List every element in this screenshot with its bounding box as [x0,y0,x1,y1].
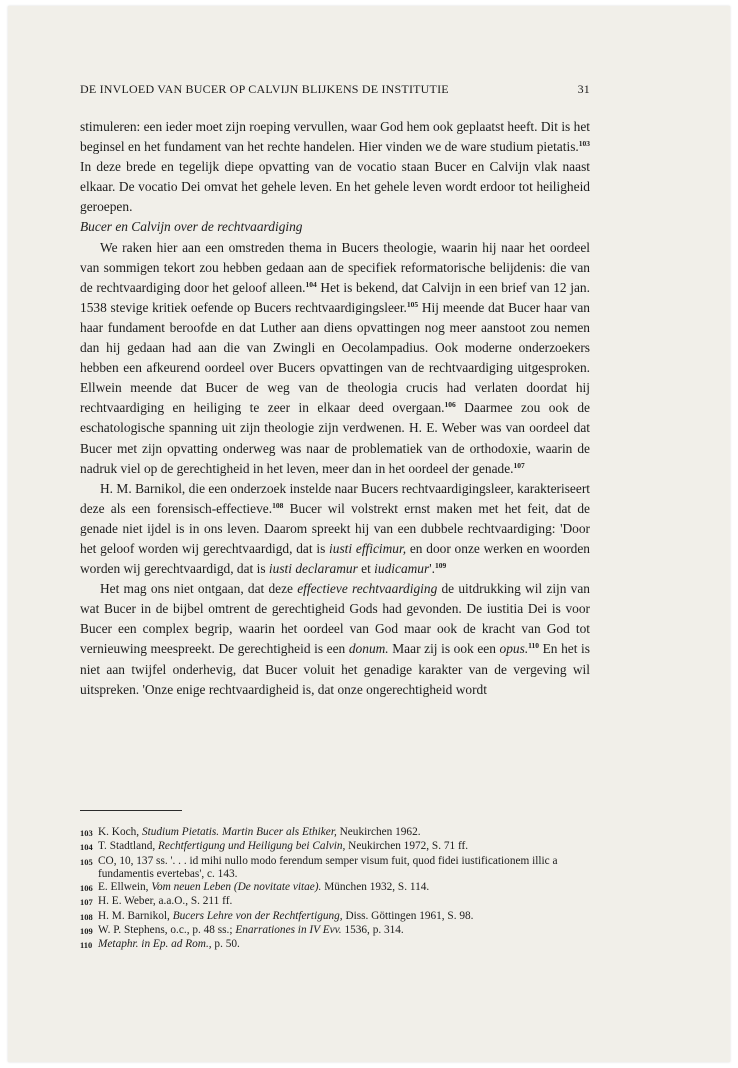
footnote-text [98,938,590,952]
italic-run: Bucers Lehre von der Rechtfertigung, [172,909,343,922]
footnote-ref: 107 [513,460,525,470]
footnote-text [98,924,590,938]
text-run: E. Ellwein, [98,881,152,894]
footnote-rule [80,810,182,811]
text-run: Daarmee zou ook de eschatologische spanning uit zijn theologie zijn verdwenen. H. E. Weber was van oordeel dat Bucer met zijn opvatting onderweg was naar de problematiek van de orthodoxie, waarin de nadruk viel op de gerechtigheid in het leven, meer dan in het oordeel der genade. [80,400,590,476]
paragraph-1 [80,117,590,217]
text-run: En het is niet aan twijfel onderhevig, dat Bucer voluit het genadige karakter van de vergeving wil uitspreken. 'Onze enige rechtvaardigheid is, dat onze ongerechtigheid wordt [80,641,590,697]
running-header [80,82,590,97]
italic-run: iudicamur [374,561,430,577]
text-run: H. M. Barnikol, [98,909,173,922]
text-run: Het mag ons niet ontgaan, dat deze [100,581,298,597]
paragraph-4 [80,579,590,700]
text-run: Het is bekend, dat Calvijn in een brief van 12 jan. 1538 stevige kritiek oefende op Bucers rechtvaardigingsleer. [80,279,590,315]
page-number: 31 [577,82,590,96]
text-run: H. M. Barnikol, die een onderzoek instelde naar Bucers rechtvaardigingsleer, karakteriseert deze als een forensisch-effectieve. [80,480,590,516]
footnote-number: 105 [80,856,93,867]
footnote-text [98,855,590,882]
text-run: 1536, p. 314. [341,924,404,937]
footnote-number: 108 [80,911,93,922]
text-run: et [357,561,375,577]
italic-run: Rechtfertigung und Heiligung bei Calvin, [158,840,346,853]
footnote-item [80,924,590,938]
footnote-text [98,840,590,854]
text-run: stimuleren: een ieder moet zijn roeping vervullen, waar God hem ook geplaatst heeft. Dit is het beginsel en het fundament van het rechte handelen. Hier vinden we de ware studium pietatis. [80,119,590,155]
text-run: We raken hier aan een omstreden thema in Bucers theologie, waarin hij naar het oordeel van sommigen tekort zou hebben gedaan aan de specifiek reformatorische belijdenis: die van de rechtvaardiging door het geloof alleen. [80,239,590,295]
footnote-number: 103 [80,828,93,838]
text-run: CO, 10, 137 ss. '. . . id mihi nullo modo ferendum semper visum fuit, quod fidei iustificationem illic a fundamentis evertebas', c. 143. [98,854,558,880]
footnote-ref: 103 [578,139,590,149]
footnote-ref: 105 [406,299,419,309]
footnote-item [80,895,590,909]
text-run: de uitdrukking wil zijn van wat Bucer in de bijbel omtrent de gerechtigheid Gods had gevonden. De iustitia Dei is voor Bucer een complex begrip, waarin het oordeel van God maar ook de kracht van God tot vernieuwing meespreekt. De gerechtigheid is een [80,581,590,657]
text-run: K. Koch, [98,826,142,838]
body-text [80,117,590,700]
footnote-text [98,910,590,924]
text-run: Bucer wil volstrekt ernst maken met het feit, dat de genade niet ijdel is in ons leven. Daarom spreekt hij van een dubbele rechtvaardiging: 'Door het geloof worden wij gerechtvaardigd, dat is [80,500,590,556]
text-run: In deze brede en tegelijk diepe opvatting van de vocatio staan Bucer en Calvijn vlak naast elkaar. De vocatio Dei omvat het gehele leven. En het gehele leven wordt erdoor tot heiligheid geroepen. [80,159,590,215]
footnote-number: 104 [80,842,93,853]
footnotes [80,826,590,953]
italic-run: iusti efficimur, [329,540,407,556]
italic-run: Vom neuen Leben (De novitate vitae). [151,881,322,894]
paragraph-3 [80,479,590,579]
footnote-number: 106 [80,883,93,894]
section-heading: Bucer en Calvijn over de rechtvaardiging [80,219,303,235]
italic-run: effectieve rechtvaardiging [297,581,438,597]
paragraph-2 [80,238,590,479]
italic-run: donum. [348,641,389,657]
text-run: W. P. Stephens, o.c., p. 48 ss.; [98,924,236,937]
footnote-text [98,895,590,909]
text-run: en door onze werken en woorden worden wij gerechtvaardigd, dat is [80,540,591,577]
text-run: Neukirchen 1962. [336,826,421,838]
italic-run: iusti declaramur [268,561,358,577]
italic-run: Studium Pietatis. Martin Bucer als Ethiker, [141,826,337,838]
footnote-ref: 106 [444,400,456,410]
footnote-item [80,881,590,895]
footnote-number: 109 [80,926,93,937]
italic-run: Enarrationes in IV Evv. [235,924,342,937]
italic-run: Metaphr. in Ep. ad Rom., [98,938,212,951]
footnote-item [80,840,590,854]
footnote-ref: 108 [272,500,284,510]
footnote-item [80,938,590,952]
footnote-ref: 104 [305,279,317,289]
text-run: T. Stadtland, [98,840,159,853]
footnote-item [80,910,590,924]
text-run: H. E. Weber, a.a.O., S. 211 ff. [98,895,233,908]
text-run: Hij meende dat Bucer haar van haar fundament beroofde en dat Luther aan diens opvattingen nog meer aanstoot zou nemen dan hij gedaan had aan die van Zwingli en Oecolampadius. Ook moderne onderzoekers hebben een afkeurend oordeel over Bucers opvattingen van de rechtvaardiging uitgesproken. Ellwein meende dat Bucer de weg van de theologia crucis had verlaten doordat hij rechtvaardiging en heiliging te zeer in elkaar deed overgaan. [80,299,590,416]
text-run: Neukirchen 1972, S. 71 ff. [345,840,469,853]
footnote-number: 107 [80,897,93,908]
footnote-ref: 110 [528,641,540,651]
footnote-item [80,855,590,882]
text-run: '. [429,561,435,577]
footnote-text [98,826,590,840]
footnote-item [80,826,590,840]
text-run: München 1932, S. 114. [321,881,430,894]
running-title: DE INVLOED VAN BUCER OP CALVIJN BLIJKENS DE INSTITUTIE [80,82,449,96]
footnote-ref: 109 [434,561,447,571]
footnote-number: 110 [80,940,93,951]
text-run: p. 50. [211,938,240,951]
text-run: Maar zij is ook een [388,641,500,657]
footnote-text [98,881,590,895]
italic-run: opus. [499,641,529,657]
text-run: Diss. Göttingen 1961, S. 98. [342,909,474,922]
